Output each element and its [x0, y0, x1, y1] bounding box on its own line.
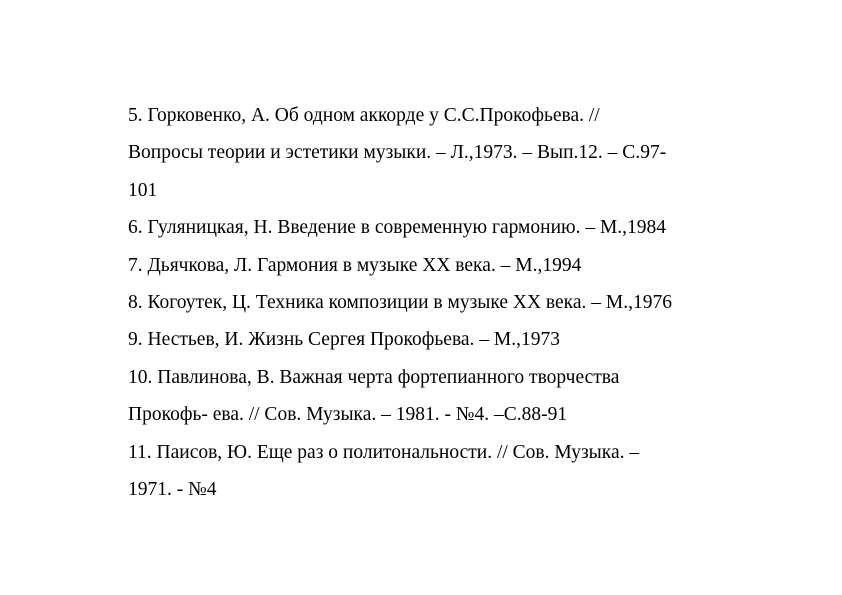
bibliography-line: 6. Гуляницкая, Н. Введение в современную гармонию. – М.,1984 — [128, 217, 667, 239]
bibliography-line: 10. Павлинова, В. Важная черта фортепианного творчества — [128, 366, 620, 388]
bibliography-line: 11. Паисов, Ю. Еще раз о политональности. // Сов. Музыка. – — [128, 441, 640, 463]
bibliography-line: 8. Когоутек, Ц. Техника композиции в музыке XX века. – М.,1976 — [128, 291, 672, 313]
bibliography-list — [128, 97, 768, 508]
bibliography-line: 5. Горковенко, А. Об одном аккорде у С.С.Прокофьева. // — [128, 105, 600, 126]
bibliography-line: 9. Нестьев, И. Жизнь Сергея Прокофьева. – М.,1973 — [128, 329, 561, 351]
bibliography-line: 101 — [128, 179, 158, 201]
bibliography-line: Прокофь- ева. // Сов. Музыка. – 1981. - №4. –С.88-91 — [128, 404, 568, 426]
bibliography-line: 7. Дьячкова, Л. Гармония в музыке XX века. – М.,1994 — [128, 254, 582, 276]
bibliography-line: 1971. - №4 — [128, 478, 217, 500]
bibliography-line: Вопросы теории и эстетики музыки. – Л.,1973. – Вып.12. – С.97- — [128, 142, 667, 164]
